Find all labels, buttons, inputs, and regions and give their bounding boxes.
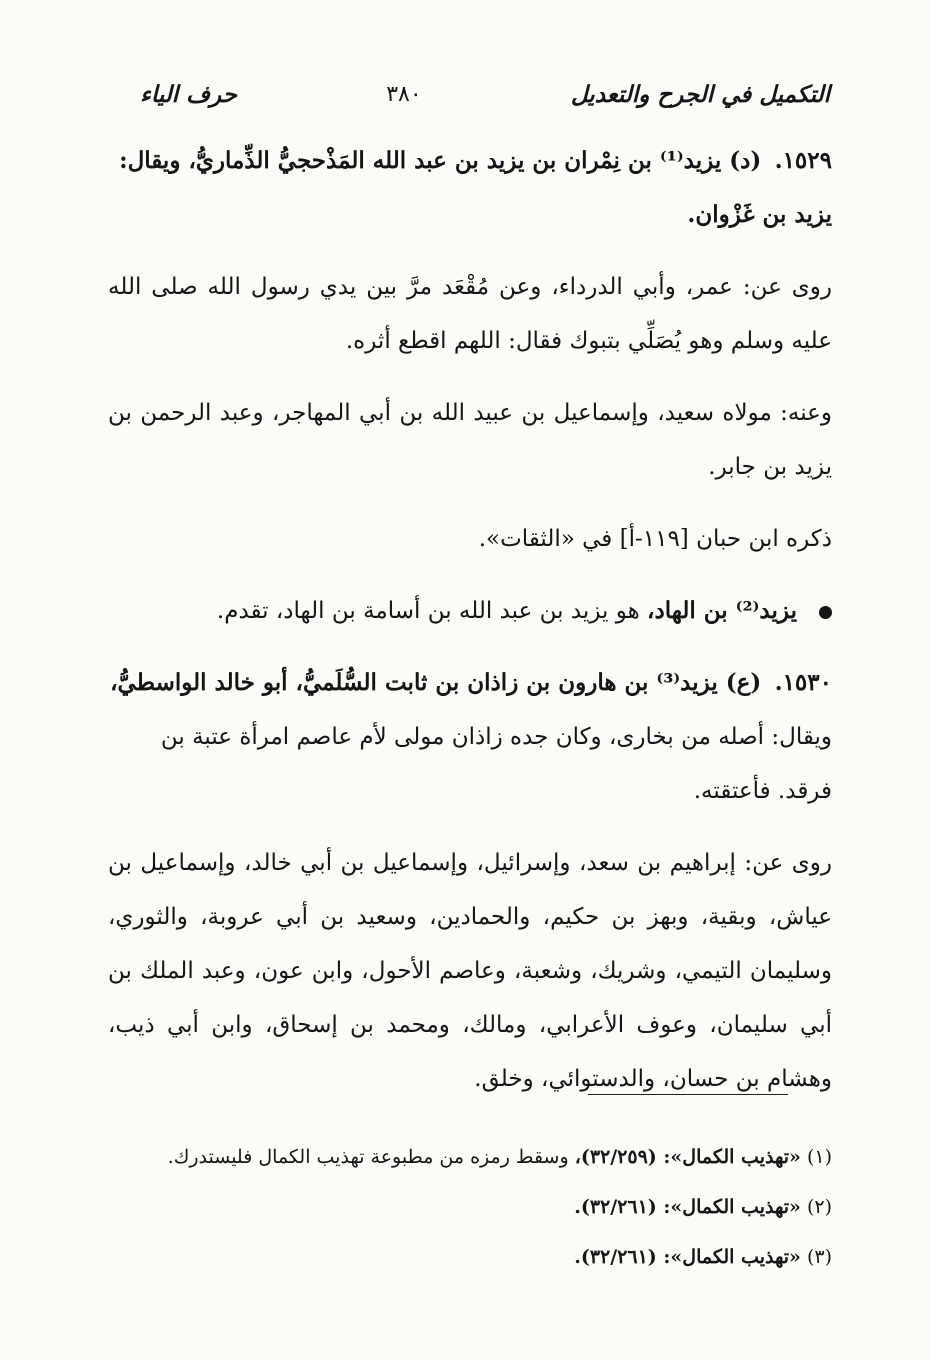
footnote-2 [120, 1182, 832, 1232]
entry-1529 [108, 134, 832, 242]
cross-reference-text: هو يزيد بن عبد الله بن أسامة بن الهاد، تقدم. [216, 598, 648, 624]
footnote-source: «تهذيب الكمال»: (٣٢/٢٦١). [574, 1246, 801, 1268]
footnote-source: «تهذيب الكمال»: (٣٢/٢٦١). [574, 1196, 801, 1218]
entry-1530 [108, 656, 832, 818]
bullet-icon [819, 606, 832, 619]
page-number: ٣٨٠ [386, 81, 422, 107]
cross-reference-heading: يزيد⁽²⁾ بن الهاد، [647, 597, 797, 624]
entry-number: ١٥٣٠. [774, 669, 832, 696]
paragraph-narrated-from: روى عن: عمر، وأبي الدرداء، وعن مُقْعَد مرَّ بين يدي رسول الله صلى الله عليه وسلم وهو يُصَلِّي بتبوك فقال: اللهم اقطع أثره. [108, 274, 832, 354]
entry-text: ويقال: أصله من بخارى، وكان جده زاذان مولى لأم عاصم امرأة عتبة بن فرقد. فأعتقته. [160, 724, 832, 804]
footnote-1 [120, 1132, 832, 1182]
entry-number: ١٥٢٩. [774, 147, 832, 174]
footnote-mark: (٣) [806, 1246, 832, 1268]
footnote-text: وسقط رمزه من مطبوعة تهذيب الكمال فليستدرك. [167, 1146, 575, 1168]
footnote-3 [120, 1232, 832, 1282]
header-chapter-title: حرف الياء [140, 80, 237, 108]
footnote-mark: (٢) [806, 1196, 832, 1218]
running-header [140, 74, 830, 114]
header-book-title: التكميل في الجرح والتعديل [570, 80, 830, 108]
footnote-source: «تهذيب الكمال»: (٣٢/٢٥٩)، [574, 1146, 801, 1168]
footnote-mark: (١) [806, 1146, 832, 1168]
entry-heading: (د) يزيد⁽¹⁾ بن نِمْران بن يزيد بن عبد الله المَذْحجيُّ الذِّماريُّ، ويقال: يزيد بن غَزْوان. [119, 147, 832, 228]
paragraph-narrated-from-2: روى عن: إبراهيم بن سعد، وإسرائيل، وإسماعيل بن أبي خالد، وإسماعيل بن عياش، وبقية، وبهز بن حكيم، والحمادين، وسعيد بن أبي عروبة، والثوري، وسليمان التيمي، وشريك، وشعبة، وعاصم الأحول، وابن عون، وعبد الملك بن أبي سليمان، وعوف الأعرابي، ومالك، ومحمد بن إسحاق، وابن أبي ذيب، وهشام بن حسان، والدستوائي، وخلق. [108, 850, 832, 1092]
footnotes [120, 1132, 832, 1282]
footnote-divider [588, 1094, 788, 1095]
cross-reference-item [108, 584, 832, 638]
paragraph-ibn-hibban: ذكره ابن حبان [١١٩-أ] في «الثقات». [478, 526, 832, 552]
page-body [108, 134, 832, 1124]
entry-heading: (ع) يزيد⁽³⁾ بن هارون بن زاذان بن ثابت السُّلَميُّ، أبو خالد الواسطيُّ، [110, 669, 762, 696]
paragraph-narrators: وعنه: مولاه سعيد، وإسماعيل بن عبيد الله بن أبي المهاجر، وعبد الرحمن بن يزيد بن جابر. [108, 400, 832, 480]
